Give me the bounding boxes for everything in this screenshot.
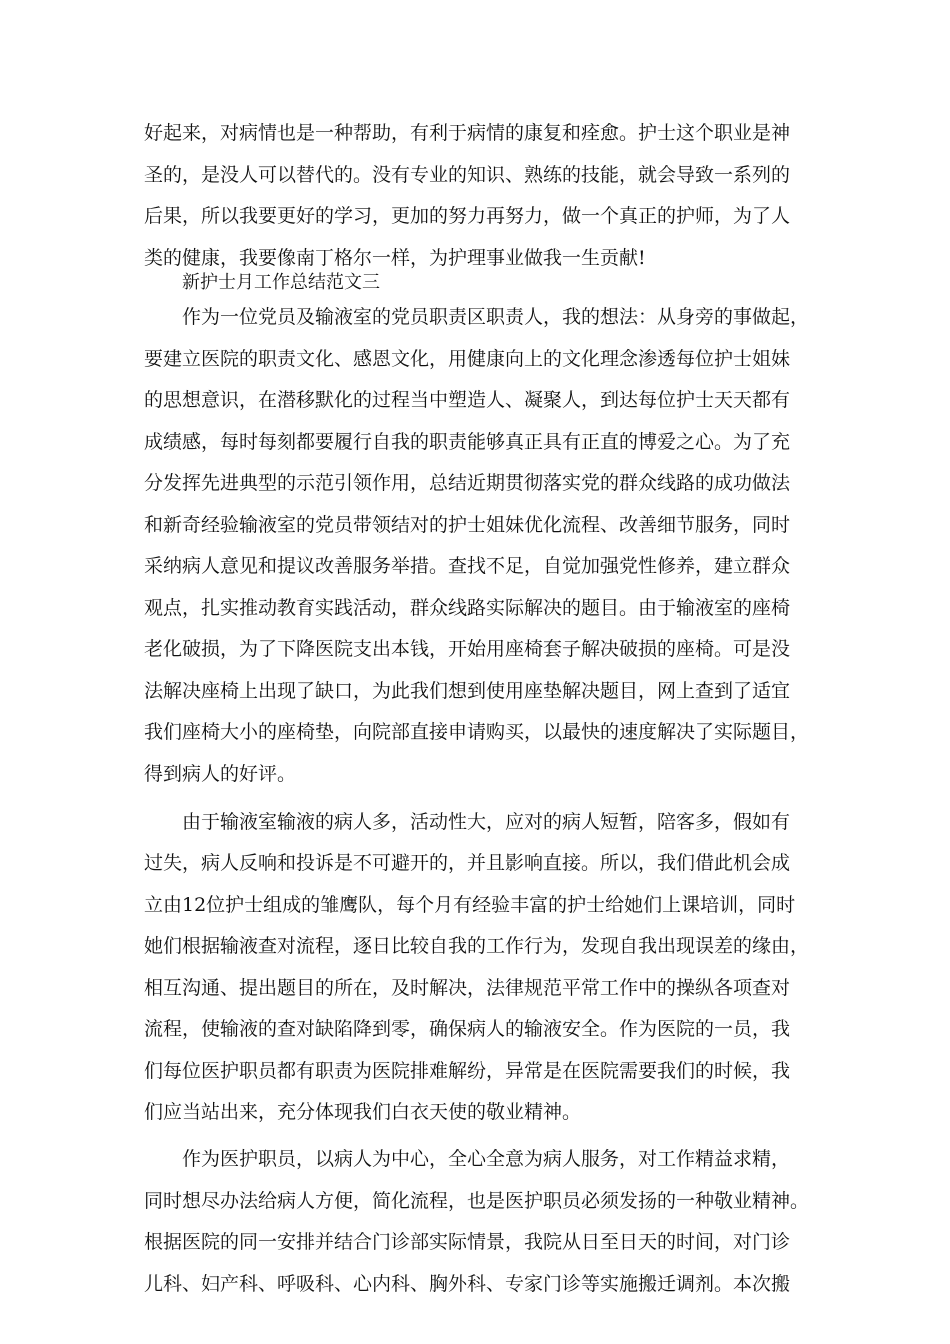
text-line: 类的健康，我要像南丁格尔一样，为护理事业做我一生贡献! <box>144 247 646 269</box>
text-line: 采纳病人意见和提议改善服务举措。查找不足，自觉加强党性修养，建立群众 <box>144 555 791 577</box>
text-line: 分发挥先进典型的示范引领作用，总结近期贯彻落实党的群众线路的成功做法 <box>144 472 791 494</box>
text-line: 儿科、妇产科、呼吸科、心内科、胸外科、专家门诊等实施搬迁调剂。本次搬 <box>144 1273 791 1295</box>
text-line: 们每位医护职员都有职责为医院排难解纷，异常是在医院需要我们的时候，我 <box>144 1060 791 1082</box>
text-line: 立由12位护士组成的雏鹰队，每个月有经验丰富的护士给她们上课培训，同时 <box>144 894 796 916</box>
paragraph-first-line: 作为医护职员，以病人为中心，全心全意为病人服务，对工作精益求精， <box>182 1148 791 1170</box>
text-line: 们应当站出来，充分体现我们白衣天使的敬业精神。 <box>144 1101 582 1123</box>
text-line: 我们座椅大小的座椅垫，向院部直接申请购买，以最快的速度解决了实际题目， <box>144 721 810 743</box>
text-line: 要建立医院的职责文化、感恩文化，用健康向上的文化理念渗透每位护士姐妹 <box>144 348 791 370</box>
text-line: 过失，病人反响和投诉是不可避开的，并且影响直接。所以，我们借此机会成 <box>144 852 791 874</box>
text-line: 法解决座椅上出现了缺口，为此我们想到使用座垫解决题目，网上查到了适宜 <box>144 680 791 702</box>
text-line: 和新奇经验输液室的党员带领结对的护士姐妹优化流程、改善细节服务，同时 <box>144 514 791 536</box>
paragraph-first-line: 由于输液室输液的病人多，活动性大，应对的病人短暂，陪客多，假如有 <box>182 811 791 833</box>
section-heading: 新护士月工作总结范文三 <box>182 272 380 293</box>
text-line: 圣的，是没人可以替代的。没有专业的知识、熟练的技能，就会导致一系列的 <box>144 164 791 186</box>
text-line: 的思想意识，在潜移默化的过程当中塑造人、凝聚人，到达每位护士天天都有 <box>144 389 791 411</box>
text-line: 相互沟通、提出题目的所在，及时解决，法律规范平常工作中的操纵各项查对 <box>144 977 791 999</box>
text-line: 成绩感，每时每刻都要履行自我的职责能够真正具有正直的博爱之心。为了充 <box>144 431 791 453</box>
paragraph-first-line: 作为一位党员及输液室的党员职责区职责人，我的想法：从身旁的事做起， <box>182 306 810 328</box>
text-line: 得到病人的好评。 <box>144 763 297 785</box>
text-line: 流程，使输液的查对缺陷降到零，确保病人的输液安全。作为医院的一员，我 <box>144 1018 791 1040</box>
text-line: 根据医院的同一安排并结合门诊部实际情景，我院从日至日天的时间，对门诊 <box>144 1231 791 1253</box>
text-line: 她们根据输液查对流程，逐日比较自我的工作行为，发现自我出现误差的缘由， <box>144 935 810 957</box>
text-line: 同时想尽办法给病人方便，简化流程，也是医护职员必须发扬的一种敬业精神。 <box>144 1190 810 1212</box>
text-line: 后果，所以我要更好的学习，更加的努力再努力，做一个真正的护师，为了人 <box>144 205 791 227</box>
text-line: 观点，扎实推动教育实践活动，群众线路实际解决的题目。由于输液室的座椅 <box>144 597 791 619</box>
text-line: 老化破损，为了下降医院支出本钱，开始用座椅套子解决破损的座椅。可是没 <box>144 638 791 660</box>
text-line: 好起来，对病情也是一种帮助，有利于病情的康复和痊愈。护士这个职业是神 <box>144 122 791 144</box>
